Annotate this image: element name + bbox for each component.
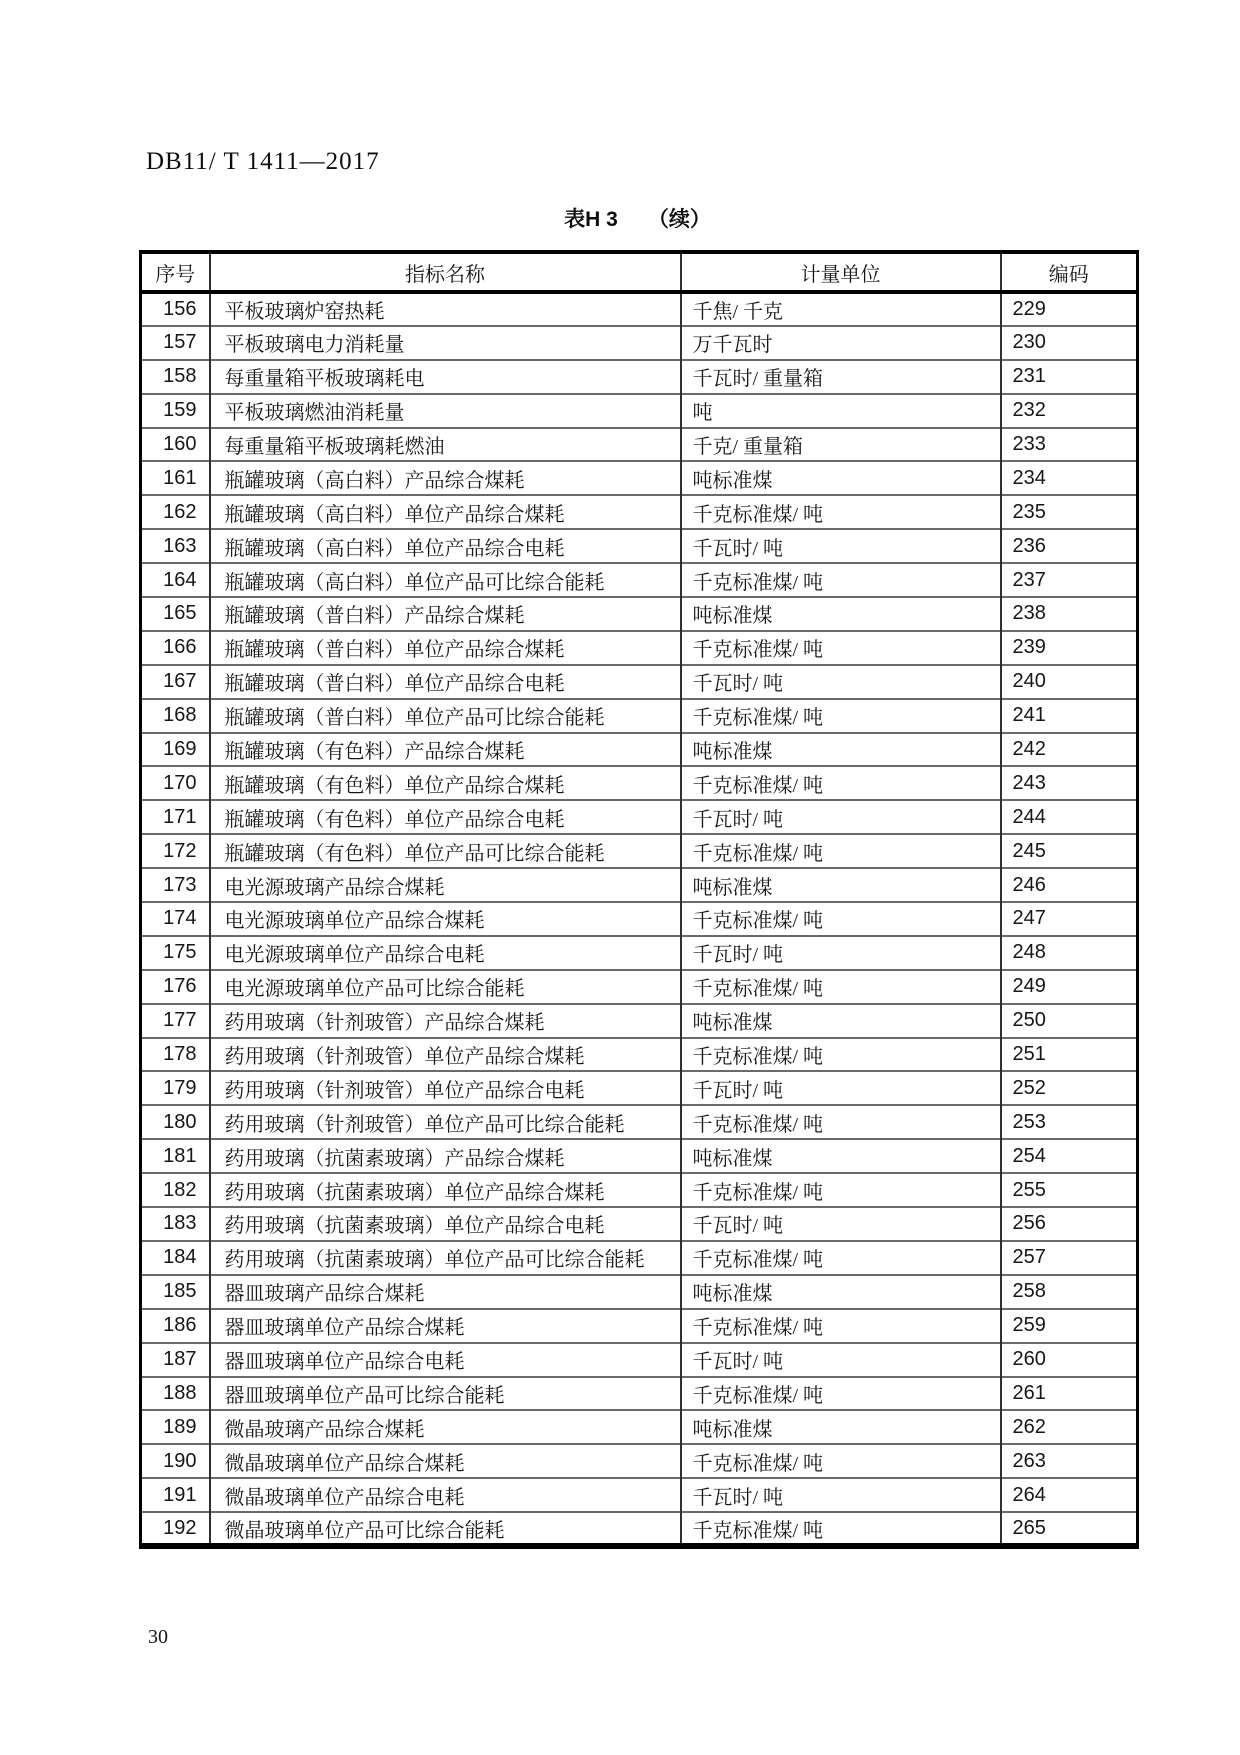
unit-cell: 千克标准煤/ 吨 (681, 834, 1001, 868)
unit-cell: 千瓦时/ 吨 (681, 1207, 1001, 1241)
table-row (141, 1207, 1138, 1241)
indicator-name-cell: 电光源玻璃单位产品综合电耗 (210, 936, 681, 970)
unit-cell: 千克标准煤/ 吨 (681, 1377, 1001, 1411)
row-number-cell: 174 (141, 902, 210, 936)
code-cell: 234 (1001, 461, 1138, 495)
row-number-cell: 159 (141, 394, 210, 428)
row-number-cell: 172 (141, 834, 210, 868)
indicator-name-cell: 平板玻璃电力消耗量 (210, 326, 681, 360)
row-number-cell: 178 (141, 1038, 210, 1072)
unit-cell: 千瓦时/ 重量箱 (681, 360, 1001, 394)
table-row (141, 834, 1138, 868)
code-cell: 249 (1001, 970, 1138, 1004)
indicator-name-cell: 瓶罐玻璃（有色料）单位产品综合电耗 (210, 800, 681, 834)
table-row (141, 1105, 1138, 1139)
indicator-name-cell: 器皿玻璃产品综合煤耗 (210, 1275, 681, 1309)
unit-cell: 千瓦时/ 吨 (681, 665, 1001, 699)
indicator-name-cell: 瓶罐玻璃（有色料）产品综合煤耗 (210, 733, 681, 767)
unit-cell: 千瓦时/ 吨 (681, 1343, 1001, 1377)
indicator-name-cell: 每重量箱平板玻璃耗燃油 (210, 428, 681, 462)
row-number-cell: 189 (141, 1410, 210, 1444)
code-cell: 264 (1001, 1478, 1138, 1512)
indicator-name-cell: 瓶罐玻璃（高白料）单位产品综合电耗 (210, 529, 681, 563)
indicator-name-cell: 微晶玻璃单位产品可比综合能耗 (210, 1512, 681, 1546)
code-cell: 229 (1001, 292, 1138, 326)
row-number-cell: 168 (141, 699, 210, 733)
table-row (141, 1139, 1138, 1173)
row-number-cell: 183 (141, 1207, 210, 1241)
indicator-name-cell: 平板玻璃炉窑热耗 (210, 292, 681, 326)
row-number-cell: 157 (141, 326, 210, 360)
code-cell: 257 (1001, 1241, 1138, 1275)
unit-cell: 千克标准煤/ 吨 (681, 1241, 1001, 1275)
row-number-cell: 162 (141, 495, 210, 529)
row-number-cell: 171 (141, 800, 210, 834)
row-number-cell: 176 (141, 970, 210, 1004)
table-row (141, 1275, 1138, 1309)
table-row (141, 1444, 1138, 1478)
table-row (141, 495, 1138, 529)
code-cell: 250 (1001, 1004, 1138, 1038)
code-cell: 237 (1001, 563, 1138, 597)
row-number-cell: 191 (141, 1478, 210, 1512)
unit-cell: 千克标准煤/ 吨 (681, 1309, 1001, 1343)
row-number-cell: 164 (141, 563, 210, 597)
unit-cell: 千克标准煤/ 吨 (681, 1038, 1001, 1072)
table-row (141, 326, 1138, 360)
indicator-name-cell: 器皿玻璃单位产品可比综合能耗 (210, 1377, 681, 1411)
unit-cell: 千克标准煤/ 吨 (681, 1512, 1001, 1546)
table-row (141, 1410, 1138, 1444)
row-number-cell: 186 (141, 1309, 210, 1343)
unit-cell: 吨标准煤 (681, 1410, 1001, 1444)
row-number-cell: 190 (141, 1444, 210, 1478)
table-row (141, 428, 1138, 462)
indicator-name-cell: 每重量箱平板玻璃耗电 (210, 360, 681, 394)
unit-cell: 千瓦时/ 吨 (681, 529, 1001, 563)
row-number-cell: 187 (141, 1343, 210, 1377)
row-number-cell: 169 (141, 733, 210, 767)
unit-cell: 千克标准煤/ 吨 (681, 1444, 1001, 1478)
unit-cell: 千克标准煤/ 吨 (681, 699, 1001, 733)
indicator-name-cell: 电光源玻璃单位产品可比综合能耗 (210, 970, 681, 1004)
indicator-name-cell: 微晶玻璃单位产品综合煤耗 (210, 1444, 681, 1478)
code-cell: 258 (1001, 1275, 1138, 1309)
unit-cell: 千克标准煤/ 吨 (681, 631, 1001, 665)
table-row (141, 699, 1138, 733)
indicator-name-cell: 微晶玻璃单位产品综合电耗 (210, 1478, 681, 1512)
table-row (141, 1343, 1138, 1377)
unit-cell: 吨标准煤 (681, 868, 1001, 902)
row-number-cell: 161 (141, 461, 210, 495)
row-number-cell: 182 (141, 1173, 210, 1207)
table-row (141, 970, 1138, 1004)
col-header-unit: 计量单位 (681, 252, 1001, 292)
table-row (141, 1038, 1138, 1072)
table-row (141, 868, 1138, 902)
table-row (141, 529, 1138, 563)
indicator-name-cell: 瓶罐玻璃（普白料）单位产品综合电耗 (210, 665, 681, 699)
code-cell: 256 (1001, 1207, 1138, 1241)
code-cell: 231 (1001, 360, 1138, 394)
unit-cell: 千瓦时/ 吨 (681, 936, 1001, 970)
indicator-name-cell: 微晶玻璃产品综合煤耗 (210, 1410, 681, 1444)
indicator-name-cell: 瓶罐玻璃（高白料）单位产品可比综合能耗 (210, 563, 681, 597)
unit-cell: 千瓦时/ 吨 (681, 1071, 1001, 1105)
unit-cell: 千克标准煤/ 吨 (681, 766, 1001, 800)
unit-cell: 吨标准煤 (681, 461, 1001, 495)
code-cell: 239 (1001, 631, 1138, 665)
indicator-name-cell: 药用玻璃（针剂玻管）单位产品综合电耗 (210, 1071, 681, 1105)
table-row (141, 1377, 1138, 1411)
code-cell: 238 (1001, 597, 1138, 631)
code-cell: 254 (1001, 1139, 1138, 1173)
row-number-cell: 179 (141, 1071, 210, 1105)
code-cell: 252 (1001, 1071, 1138, 1105)
row-number-cell: 181 (141, 1139, 210, 1173)
table-row (141, 461, 1138, 495)
row-number-cell: 185 (141, 1275, 210, 1309)
indicator-name-cell: 器皿玻璃单位产品综合煤耗 (210, 1309, 681, 1343)
row-number-cell: 173 (141, 868, 210, 902)
table-row (141, 1071, 1138, 1105)
code-cell: 230 (1001, 326, 1138, 360)
row-number-cell: 158 (141, 360, 210, 394)
row-number-cell: 170 (141, 766, 210, 800)
indicator-name-cell: 药用玻璃（针剂玻管）单位产品综合煤耗 (210, 1038, 681, 1072)
code-cell: 235 (1001, 495, 1138, 529)
indicator-name-cell: 药用玻璃（抗菌素玻璃）产品综合煤耗 (210, 1139, 681, 1173)
col-header-code: 编码 (1001, 252, 1138, 292)
code-cell: 244 (1001, 800, 1138, 834)
table-row (141, 1478, 1138, 1512)
indicator-name-cell: 瓶罐玻璃（高白料）产品综合煤耗 (210, 461, 681, 495)
code-cell: 259 (1001, 1309, 1138, 1343)
code-cell: 247 (1001, 902, 1138, 936)
indicator-table (139, 250, 1139, 1549)
row-number-cell: 180 (141, 1105, 210, 1139)
indicator-name-cell: 瓶罐玻璃（普白料）单位产品综合煤耗 (210, 631, 681, 665)
indicator-name-cell: 电光源玻璃产品综合煤耗 (210, 868, 681, 902)
indicator-name-cell: 平板玻璃燃油消耗量 (210, 394, 681, 428)
table-row (141, 733, 1138, 767)
indicator-name-cell: 药用玻璃（抗菌素玻璃）单位产品可比综合能耗 (210, 1241, 681, 1275)
code-cell: 240 (1001, 665, 1138, 699)
row-number-cell: 160 (141, 428, 210, 462)
indicator-name-cell: 电光源玻璃单位产品综合煤耗 (210, 902, 681, 936)
unit-cell: 千克标准煤/ 吨 (681, 1173, 1001, 1207)
indicator-name-cell: 药用玻璃（针剂玻管）单位产品可比综合能耗 (210, 1105, 681, 1139)
unit-cell: 千瓦时/ 吨 (681, 800, 1001, 834)
table-row (141, 360, 1138, 394)
row-number-cell: 167 (141, 665, 210, 699)
indicator-name-cell: 瓶罐玻璃（有色料）单位产品综合煤耗 (210, 766, 681, 800)
table-title (139, 203, 1136, 233)
table-row (141, 292, 1138, 326)
indicator-name-cell: 药用玻璃（抗菌素玻璃）单位产品综合煤耗 (210, 1173, 681, 1207)
unit-cell: 千克标准煤/ 吨 (681, 1105, 1001, 1139)
unit-cell: 千克标准煤/ 吨 (681, 902, 1001, 936)
row-number-cell: 163 (141, 529, 210, 563)
code-cell: 241 (1001, 699, 1138, 733)
code-cell: 253 (1001, 1105, 1138, 1139)
table-row (141, 800, 1138, 834)
table-row (141, 394, 1138, 428)
table-row (141, 1004, 1138, 1038)
code-cell: 232 (1001, 394, 1138, 428)
row-number-cell: 156 (163, 297, 197, 320)
indicator-name-cell: 药用玻璃（抗菌素玻璃）单位产品综合电耗 (210, 1207, 681, 1241)
table-row (141, 1241, 1138, 1275)
unit-cell: 吨标准煤 (681, 733, 1001, 767)
table-title-label: 表H 3 (564, 208, 618, 231)
code-cell: 261 (1001, 1377, 1138, 1411)
code-cell: 233 (1001, 428, 1138, 462)
table-row (141, 563, 1138, 597)
table-row (141, 597, 1138, 631)
page-number: 30 (148, 1626, 168, 1648)
table-title-continued: （续） (647, 208, 711, 231)
col-header-name: 指标名称 (210, 252, 681, 292)
row-number-cell: 166 (141, 631, 210, 665)
code-cell: 242 (1001, 733, 1138, 767)
unit-cell: 吨标准煤 (681, 1004, 1001, 1038)
document-number: DB11/ T 1411—2017 (146, 148, 380, 175)
indicator-name-cell: 器皿玻璃单位产品综合电耗 (210, 1343, 681, 1377)
unit-cell: 吨 (681, 394, 1001, 428)
table-row (141, 665, 1138, 699)
table-row (141, 631, 1138, 665)
table-row (141, 1512, 1138, 1546)
table-row (141, 936, 1138, 970)
unit-cell: 千瓦时/ 吨 (681, 1478, 1001, 1512)
row-number-cell: 165 (141, 597, 210, 631)
unit-cell: 千克/ 重量箱 (681, 428, 1001, 462)
table-row (141, 902, 1138, 936)
row-number-cell: 177 (141, 1004, 210, 1038)
unit-cell: 千焦/ 千克 (681, 292, 1001, 326)
unit-cell: 千克标准煤/ 吨 (681, 495, 1001, 529)
indicator-name-cell: 瓶罐玻璃（普白料）产品综合煤耗 (210, 597, 681, 631)
unit-cell: 吨标准煤 (681, 1275, 1001, 1309)
indicator-name-cell: 瓶罐玻璃（普白料）单位产品可比综合能耗 (210, 699, 681, 733)
row-number-cell: 175 (141, 936, 210, 970)
col-header-no: 序号 (141, 252, 210, 292)
unit-cell: 吨标准煤 (681, 597, 1001, 631)
unit-cell: 千克标准煤/ 吨 (681, 970, 1001, 1004)
code-cell: 248 (1001, 936, 1138, 970)
code-cell: 246 (1001, 868, 1138, 902)
row-number-cell: 192 (141, 1512, 210, 1546)
row-number-cell: 188 (141, 1377, 210, 1411)
indicator-name-cell: 药用玻璃（针剂玻管）产品综合煤耗 (210, 1004, 681, 1038)
code-cell: 251 (1001, 1038, 1138, 1072)
code-cell: 245 (1001, 834, 1138, 868)
unit-cell: 万千瓦时 (681, 326, 1001, 360)
code-cell: 236 (1001, 529, 1138, 563)
unit-cell: 吨标准煤 (681, 1139, 1001, 1173)
table-row (141, 766, 1138, 800)
table-row (141, 1309, 1138, 1343)
code-cell: 262 (1001, 1410, 1138, 1444)
code-cell: 265 (1001, 1512, 1138, 1546)
indicator-name-cell: 瓶罐玻璃（有色料）单位产品可比综合能耗 (210, 834, 681, 868)
indicator-name-cell: 瓶罐玻璃（高白料）单位产品综合煤耗 (210, 495, 681, 529)
code-cell: 255 (1001, 1173, 1138, 1207)
code-cell: 260 (1001, 1343, 1138, 1377)
unit-cell: 千克标准煤/ 吨 (681, 563, 1001, 597)
table-row (141, 1173, 1138, 1207)
code-cell: 263 (1001, 1444, 1138, 1478)
code-cell: 243 (1001, 766, 1138, 800)
table-header-row (141, 252, 1138, 292)
row-number-cell: 184 (141, 1241, 210, 1275)
